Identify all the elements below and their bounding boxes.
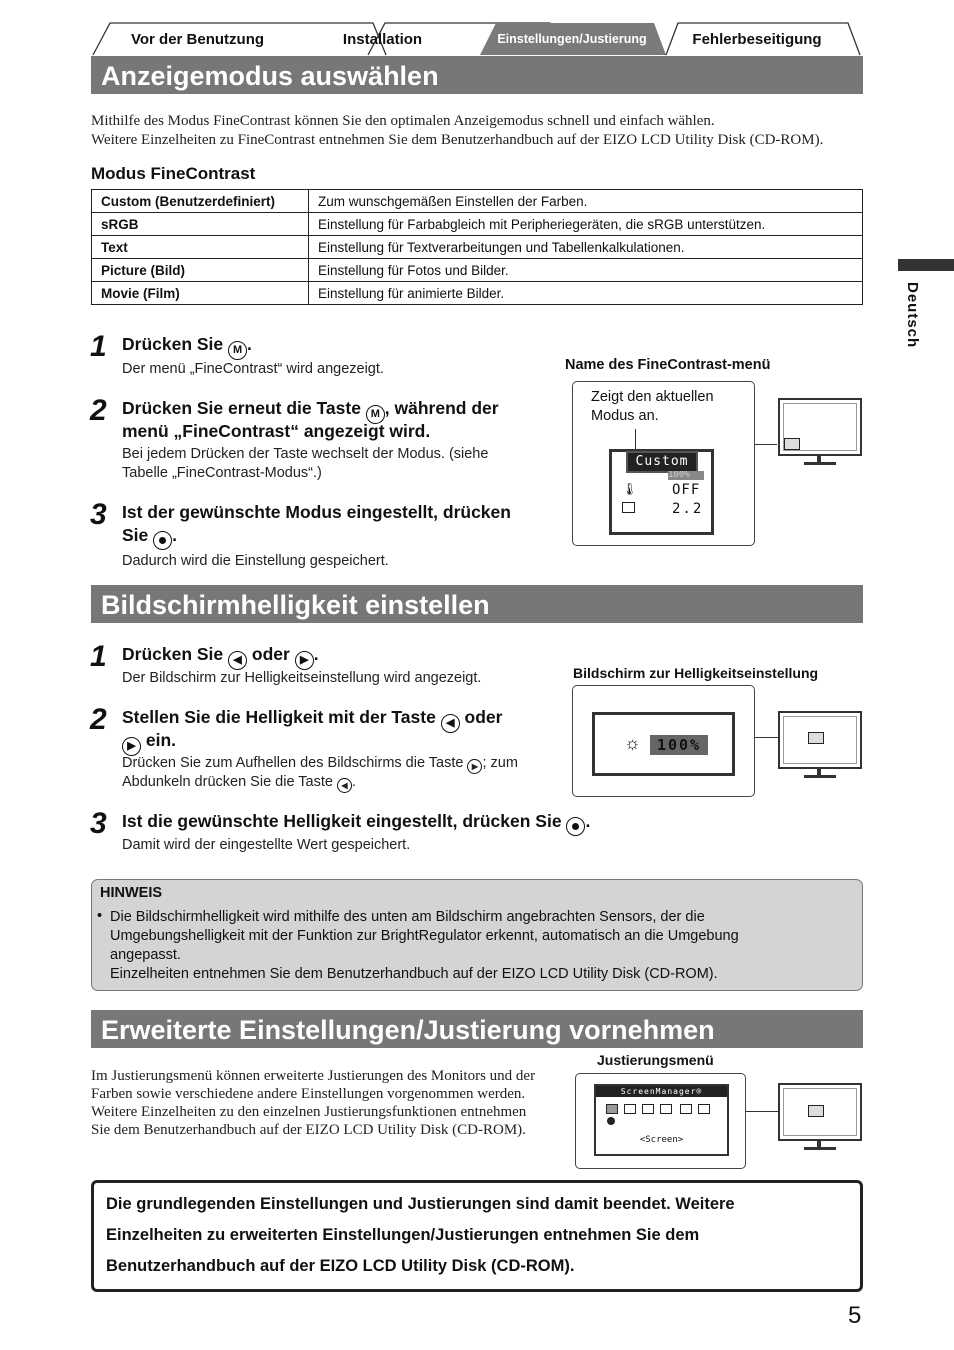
step-number: 2	[90, 394, 107, 427]
left-arrow-icon: ◀	[441, 714, 460, 733]
right-arrow-icon: ▶	[295, 651, 314, 670]
step-description: Bei jedem Drücken der Taste wechselt der Modus. (siehe	[122, 446, 489, 462]
table-row	[92, 259, 863, 282]
step-description: Dadurch wird die Einstellung gespeichert.	[122, 553, 389, 569]
summary-line: Benutzerhandbuch auf der EIZO LCD Utility Disk (CD-ROM).	[106, 1257, 575, 1275]
mode-name: sRGB	[92, 213, 309, 236]
step-number: 3	[90, 807, 107, 840]
brightness-sun-icon: ☼	[624, 733, 641, 753]
step-description: Der Bildschirm zur Helligkeitseinstellung wird angezeigt.	[122, 670, 482, 686]
adjustment-menu-figure	[575, 1073, 746, 1169]
step-title: Ist die gewünschte Helligkeit eingestellt, drücken Sie .	[122, 810, 590, 836]
step-title-cont: ▶ ein.	[122, 729, 176, 756]
osd-mode-name: Custom	[628, 453, 696, 471]
screen-menu-icon	[606, 1104, 618, 1114]
left-arrow-icon: ◀	[337, 778, 352, 793]
enter-button-icon	[153, 531, 172, 550]
osd-screen	[594, 1084, 729, 1156]
table-row	[92, 213, 863, 236]
note-box	[91, 879, 863, 991]
mode-button-icon: M	[228, 341, 247, 360]
table-heading: Modus FineContrast	[91, 164, 256, 183]
note-line: Die Bildschirmhelligkeit wird mithilfe des unten am Bildschirm angebrachten Sensors, der die	[110, 909, 705, 925]
note-title: HINWEIS	[100, 885, 163, 901]
tab-vor-der-benutzung[interactable]: Vor der Benutzung	[130, 31, 265, 48]
tab-installation[interactable]: Installation	[342, 31, 423, 48]
side-tab-marker	[898, 259, 954, 271]
paragraph-line: Sie dem Benutzerhandbuch auf der EIZO LCD Utility Disk (CD-ROM).	[91, 1122, 526, 1138]
table-row	[92, 282, 863, 305]
monitor-icon	[778, 398, 862, 456]
intro-line-1: Mithilfe des Modus FineContrast können Sie den optimalen Anzeigemodus schnell und einfach wählen.	[91, 113, 715, 129]
mode-description: Zum wunschgemäßen Einstellen der Farben.	[309, 190, 863, 213]
step-number: 1	[90, 330, 107, 363]
step-number: 1	[90, 640, 107, 673]
summary-line: Einzelheiten zu erweiterten Einstellungen/Justierungen entnehmen Sie dem	[106, 1226, 700, 1244]
mode-name: Text	[92, 236, 309, 259]
callout-text: Modus an.	[591, 408, 659, 424]
osd-value: 100%	[668, 471, 704, 480]
mode-description: Einstellung für Textverarbeitungen und Tabellenkalkulationen.	[309, 236, 863, 259]
figure-caption: Justierungsmenü	[597, 1052, 714, 1068]
summary-box	[91, 1180, 863, 1292]
step-description: Drücken Sie zum Aufhellen des Bildschirms die Taste ▶ ; zum	[122, 754, 518, 774]
paragraph-line: Im Justierungsmenü können erweiterte Justierungen des Monitors und der	[91, 1068, 536, 1084]
summary-line: Die grundlegenden Einstellungen und Justierungen sind damit beendet. Weitere	[106, 1195, 735, 1213]
finecontrast-table	[91, 189, 863, 305]
step-description: Tabelle „FineContrast-Modus“.)	[122, 465, 322, 481]
powermanager-menu-icon	[642, 1104, 654, 1114]
left-arrow-icon: ◀	[228, 651, 247, 670]
bullet-icon: •	[97, 908, 103, 924]
others-menu-icon	[660, 1104, 672, 1114]
step-description: Damit wird der eingestellte Wert gespeichert.	[122, 837, 411, 853]
osd-brightness-value: 100%	[650, 735, 708, 755]
monitor-icon	[778, 1083, 862, 1141]
step-description: Abdunkeln drücken Sie die Taste ◀ .	[122, 773, 356, 793]
step-title: Drücken Sie erneut die Taste M , während der	[122, 397, 499, 424]
page-number: 5	[848, 1302, 862, 1329]
tab-einstellungen-justierung[interactable]: Einstellungen/Justierung	[497, 32, 647, 46]
right-arrow-icon: ▶	[122, 737, 141, 756]
table-row	[92, 190, 863, 213]
connector-line	[755, 444, 777, 445]
mode-description: Einstellung für Farbabgleich mit Peripheriegeräten, die sRGB unterstützen.	[309, 213, 863, 236]
temperature-icon: 🌡	[622, 482, 638, 496]
exit-icon	[607, 1117, 615, 1125]
callout-line	[635, 429, 636, 449]
osd-menu-item: <Screen>	[639, 1135, 684, 1145]
enter-button-icon	[566, 817, 585, 836]
step-title-cont: Sie .	[122, 524, 177, 550]
note-line: Umgebungshelligkeit mit der Funktion zur BrightRegulator erkennt, automatisch an die Umgebung	[110, 928, 739, 944]
osd-menu-title: ScreenManager®	[596, 1086, 727, 1097]
side-language-label: Deutsch	[904, 282, 921, 349]
osd-value: OFF	[672, 482, 701, 498]
step-title: Ist der gewünschte Modus eingestellt, drücken	[122, 502, 511, 522]
step-title: Stellen Sie die Helligkeit mit der Taste ◀ oder	[122, 706, 502, 733]
color-menu-icon	[624, 1104, 636, 1114]
step-title-cont: menü „FineContrast“ angezeigt wird.	[122, 421, 431, 441]
osd-screen	[609, 449, 714, 535]
section-title-helligkeit: Bildschirmhelligkeit einstellen	[91, 585, 863, 623]
gamma-icon	[622, 502, 635, 513]
right-arrow-icon: ▶	[467, 759, 482, 774]
brightness-screen-figure	[572, 685, 755, 797]
mode-description: Einstellung für Fotos und Bilder.	[309, 259, 863, 282]
section-title-anzeigemodus: Anzeigemodus auswählen	[91, 56, 863, 94]
mode-name: Picture (Bild)	[92, 259, 309, 282]
note-line: angepasst.	[110, 947, 181, 963]
paragraph-line: Farben sowie verschiedene andere Einstellungen vorgenommen werden.	[91, 1086, 526, 1102]
section-title-erweitert: Erweiterte Einstellungen/Justierung vornehmen	[91, 1010, 863, 1048]
note-line: Einzelheiten entnehmen Sie dem Benutzerhandbuch auf der EIZO LCD Utility Disk (CD-ROM).	[110, 966, 718, 982]
tab-fehlerbeseitigung[interactable]: Fehlerbeseitigung	[692, 31, 822, 48]
osd-screen	[592, 712, 735, 776]
step-title: Drücken Sie ◀ oder ▶ .	[122, 643, 319, 670]
mode-name: Movie (Film)	[92, 282, 309, 305]
monitor-icon	[778, 711, 862, 769]
intro-line-2: Weitere Einzelheiten zu FineContrast entnehmen Sie dem Benutzerhandbuch auf der EIZO LCD Utility Disk (CD-ROM).	[91, 132, 824, 148]
osd-value: 2.2	[672, 501, 704, 517]
figure-caption: Name des FineContrast-menü	[565, 357, 771, 373]
figure-caption: Bildschirm zur Helligkeitseinstellung	[573, 665, 819, 681]
finecontrast-menu-figure	[572, 381, 755, 546]
paragraph-line: Weitere Einzelheiten zu den einzelnen Justierungsfunktionen entnehmen	[91, 1104, 527, 1120]
mode-description: Einstellung für animierte Bilder.	[309, 282, 863, 305]
step-number: 2	[90, 703, 107, 736]
mode-name: Custom (Benutzerdefiniert)	[92, 190, 309, 213]
information-menu-icon	[680, 1104, 692, 1114]
mode-button-icon: M	[366, 405, 385, 424]
step-number: 3	[90, 498, 107, 531]
language-menu-icon	[698, 1104, 710, 1114]
step-title: Drücken Sie M .	[122, 333, 252, 360]
step-description: Der menü „FineContrast“ wird angezeigt.	[122, 361, 384, 377]
callout-text: Zeigt den aktuellen	[591, 389, 714, 405]
table-row	[92, 236, 863, 259]
